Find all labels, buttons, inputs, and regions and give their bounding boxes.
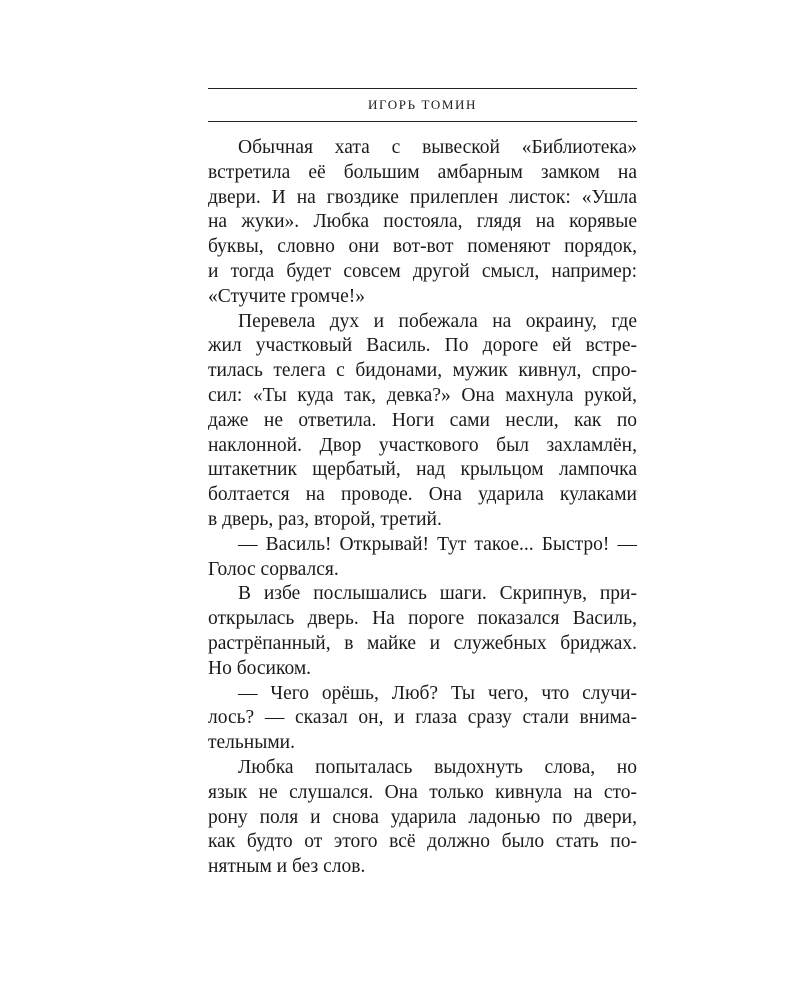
text-line: сил: «Ты куда так, девка?» Она махнула рукой, bbox=[208, 384, 637, 406]
text-line: лось? — сказал он, и глаза сразу стали внима- bbox=[208, 707, 637, 729]
paragraph bbox=[208, 682, 637, 756]
paragraph bbox=[208, 533, 637, 583]
text-line: тельными. bbox=[208, 732, 295, 754]
text-line: как будто от этого всё должно было стать по- bbox=[208, 831, 637, 853]
running-head: ИГОРЬ ТОМИН bbox=[208, 88, 637, 122]
text-line: болтается на проводе. Она ударила кулаками bbox=[208, 484, 637, 506]
text-line: наклонной. Двор участкового был захламлён, bbox=[208, 434, 637, 456]
text-line: Голос сорвался. bbox=[208, 558, 339, 580]
text-line: Но босиком. bbox=[208, 657, 312, 679]
paragraph bbox=[208, 136, 637, 310]
text-line: язык не слушался. Она только кивнула на сто- bbox=[208, 781, 637, 803]
text-line: растрёпанный, в майке и служебных бриджах. bbox=[208, 632, 637, 654]
text-line: Перевела дух и побежала на окраину, где bbox=[238, 310, 637, 332]
text-line: на жуки». Любка постояла, глядя на корявые bbox=[208, 211, 637, 233]
text-line: буквы, словно они вот-вот поменяют порядок, bbox=[208, 236, 637, 258]
text-line: даже не ответила. Ноги сами несли, как по bbox=[208, 409, 637, 431]
text-line: В избе послышались шаги. Скрипнув, при- bbox=[238, 583, 637, 605]
text-line: тилась телега с бидонами, мужик кивнул, спро- bbox=[208, 360, 637, 382]
text-line: «Стучите громче!» bbox=[208, 285, 365, 307]
text-line: нятным и без слов. bbox=[208, 856, 366, 878]
paragraph bbox=[208, 756, 637, 880]
text-line: жил участковый Василь. По дороге ей встре- bbox=[208, 335, 637, 357]
paragraph bbox=[208, 582, 637, 681]
text-line: и тогда будет совсем другой смысл, например: bbox=[208, 260, 637, 282]
body-text bbox=[208, 136, 637, 880]
text-line: рону поля и снова ударила ладонью по двери, bbox=[208, 806, 637, 828]
paragraph bbox=[208, 310, 637, 533]
text-line: Обычная хата с вывеской «Библиотека» bbox=[238, 137, 637, 158]
text-line: Любка попыталась выдохнуть слова, но bbox=[238, 756, 637, 778]
text-line: в дверь, раз, второй, третий. bbox=[208, 508, 442, 530]
text-line: — Чего орёшь, Люб? Ты чего, что случи- bbox=[238, 682, 637, 704]
text-line: двери. И на гвоздике прилеплен листок: «Ушла bbox=[208, 186, 637, 208]
text-line: встретила её большим амбарным замком на bbox=[208, 161, 637, 183]
text-line: — Василь! Открывай! Тут такое... Быстро! — bbox=[238, 533, 637, 555]
text-line: открылась дверь. На пороге показался Василь, bbox=[208, 608, 637, 630]
text-line: штакетник щербатый, над крыльцом лампочка bbox=[208, 459, 637, 481]
